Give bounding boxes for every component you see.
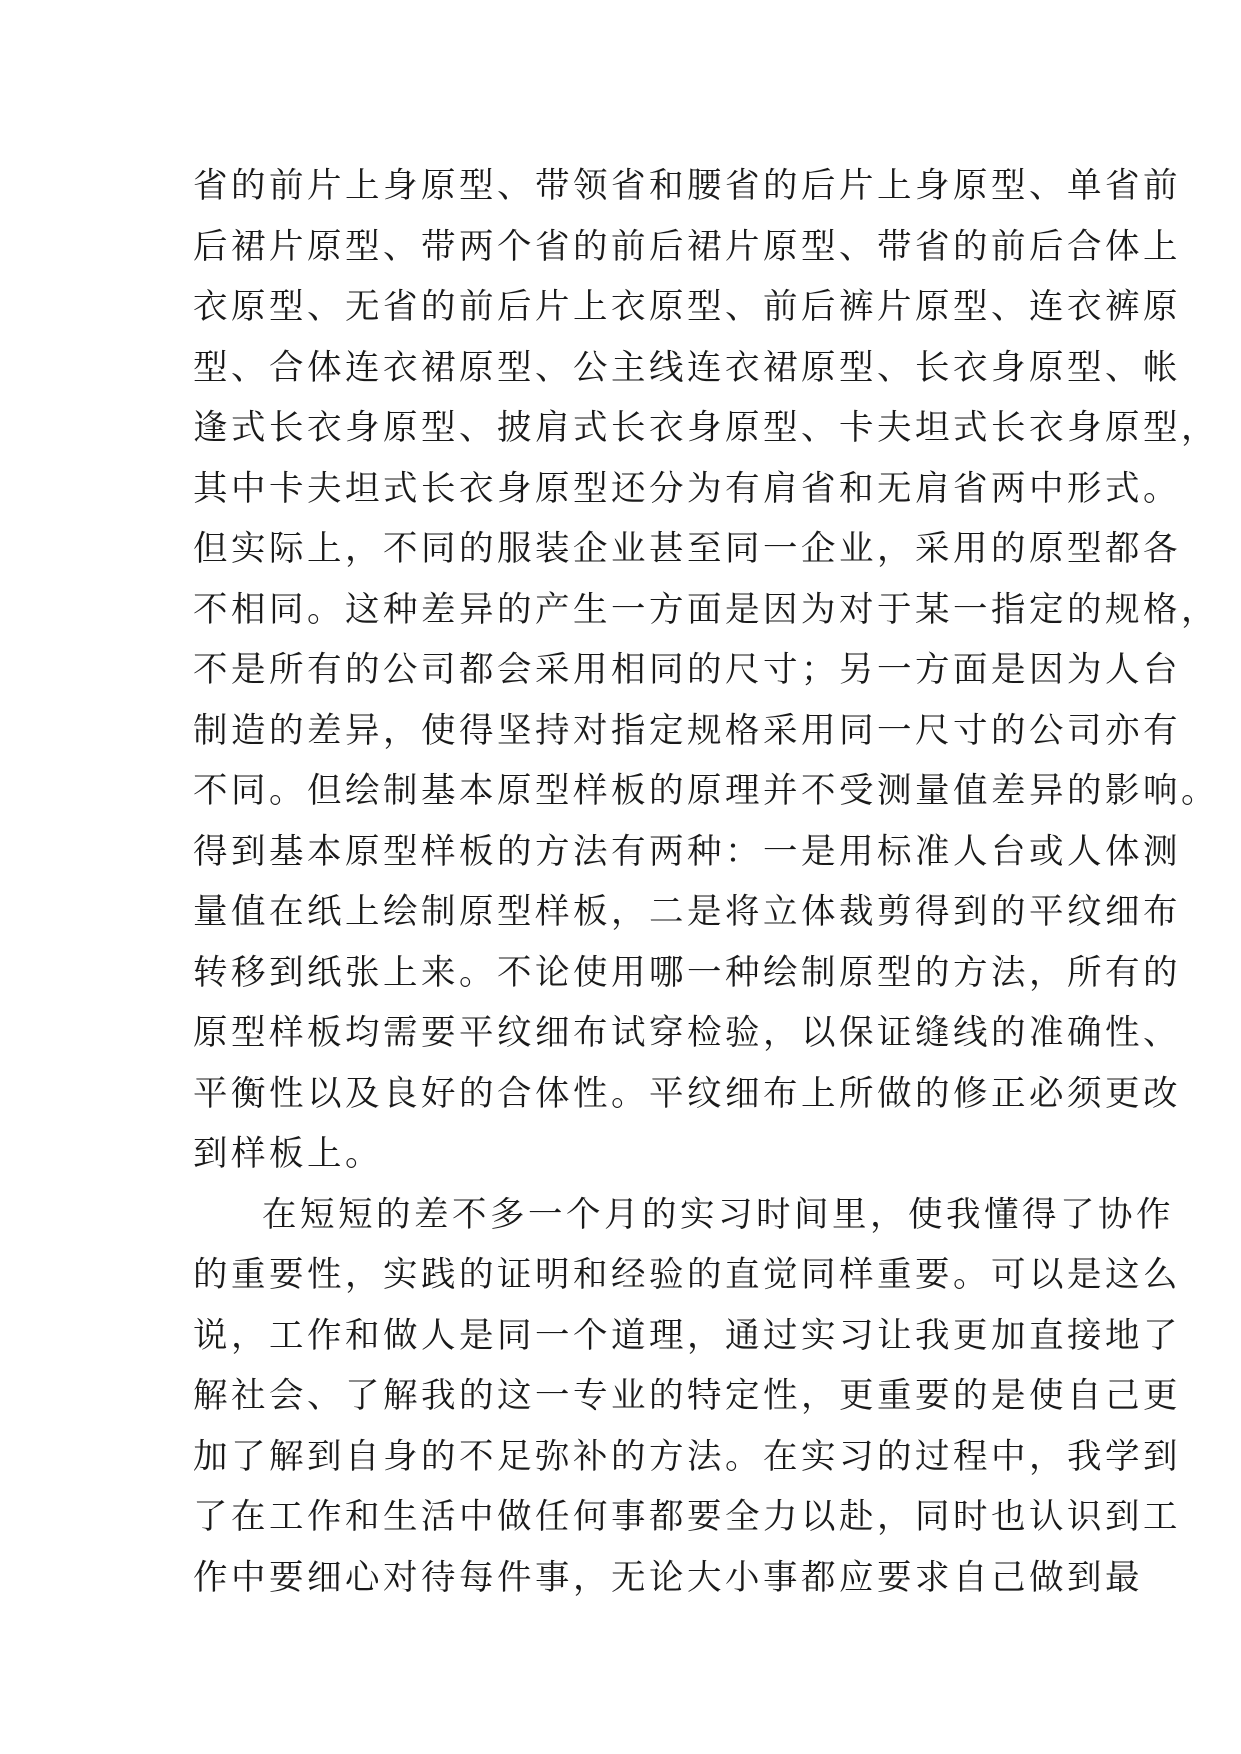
text-line: 了在工作和生活中做任何事都要全力以赴，同时也认识到工 bbox=[193, 1497, 1181, 1537]
text-line: 的重要性，实践的证明和经验的直觉同样重要。可以是这么 bbox=[193, 1255, 1181, 1295]
text-line: 转移到纸张上来。不论使用哪一种绘制原型的方法，所有的 bbox=[193, 952, 1181, 993]
text-line: 制造的差异，使得坚持对指定规格采用同一尺寸的公司亦有 bbox=[193, 710, 1181, 751]
text-line: 但实际上，不同的服装企业甚至同一企业，采用的原型都各 bbox=[193, 529, 1181, 569]
text-line: 不是所有的公司都会采用相同的尺寸；另一方面是因为人台 bbox=[193, 650, 1181, 690]
text-line: 作中要细心对待每件事，无论大小事都应要求自己做到最 bbox=[193, 1557, 1143, 1598]
text-line: 说，工作和做人是同一个道理，通过实习让我更加直接地了 bbox=[193, 1315, 1181, 1356]
text-line: 到样板上。 bbox=[193, 1134, 383, 1174]
text-line: 原型样板均需要平纹细布试穿检验，以保证缝线的准确性、 bbox=[193, 1013, 1181, 1053]
text-line: 型、合体连衣裙原型、公主线连衣裙原型、长衣身原型、帐 bbox=[193, 347, 1181, 388]
text-line: 后裙片原型、带两个省的前后裙片原型、带省的前后合体上 bbox=[193, 226, 1181, 267]
text-line: 不相同。这种差异的产生一方面是因为对于某一指定的规格， bbox=[193, 589, 1219, 630]
text-line: 逢式长衣身原型、披肩式长衣身原型、卡夫坦式长衣身原型， bbox=[193, 408, 1219, 448]
text-line: 平衡性以及良好的合体性。平纹细布上所做的修正必须更改 bbox=[193, 1073, 1181, 1114]
text-line: 得到基本原型样板的方法有两种：一是用标准人台或人体测 bbox=[193, 831, 1181, 872]
text-line: 衣原型、无省的前后片上衣原型、前后裤片原型、连衣裤原 bbox=[193, 287, 1181, 327]
text-line: 量值在纸上绘制原型样板，二是将立体裁剪得到的平纹细布 bbox=[193, 892, 1181, 932]
text-line: 其中卡夫坦式长衣身原型还分为有肩省和无肩省两中形式。 bbox=[193, 468, 1181, 509]
text-line: 加了解到自身的不足弥补的方法。在实习的过程中，我学到 bbox=[193, 1436, 1181, 1477]
body-text bbox=[193, 156, 1219, 1608]
text-line: 不同。但绘制基本原型样板的原理并不受测量值差异的影响。 bbox=[193, 771, 1219, 811]
text-line: 解社会、了解我的这一专业的特定性，更重要的是使自己更 bbox=[193, 1376, 1181, 1416]
text-line: 省的前片上身原型、带领省和腰省的后片上身原型、单省前 bbox=[193, 166, 1181, 206]
text-line: 在短短的差不多一个月的实习时间里，使我懂得了协作 bbox=[262, 1194, 1174, 1235]
